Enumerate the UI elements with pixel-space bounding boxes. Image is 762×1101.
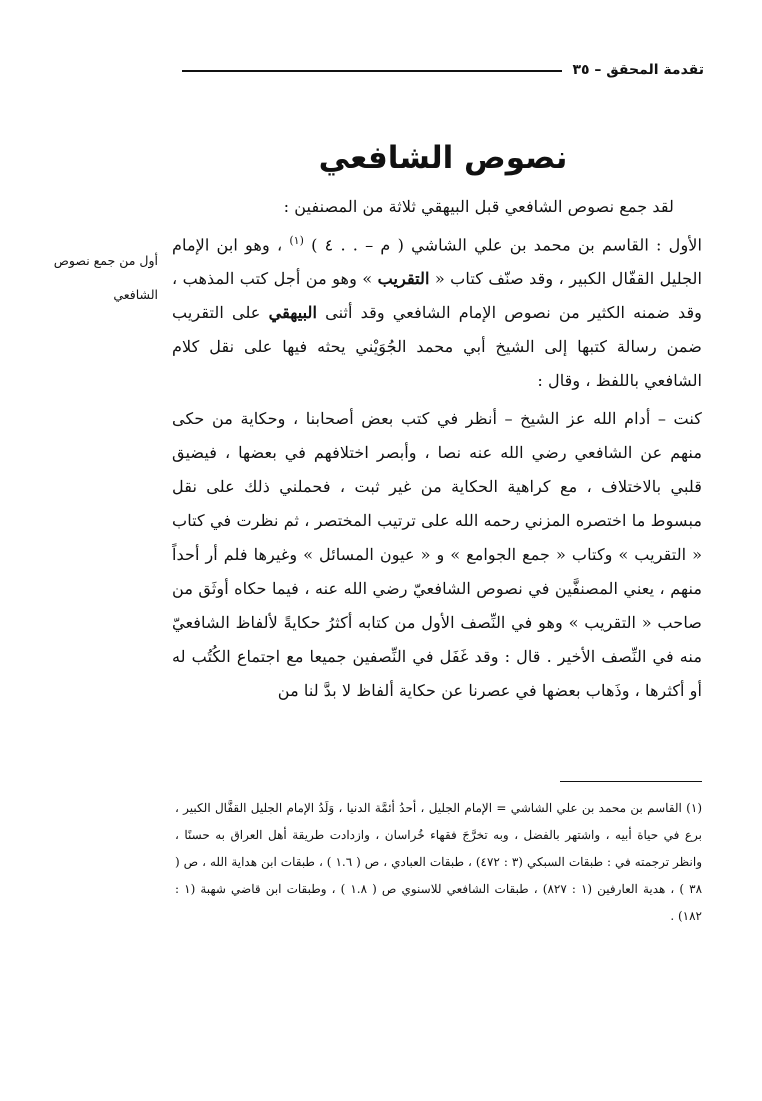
footnote-ref: (١) (289, 234, 304, 247)
first-part2: » وهو من أجل كتب المذهب ، وقد ضمنه الكثير من نصوص الإمام الشافعي وقد أثنى (172, 269, 703, 323)
footnote-rule (560, 781, 702, 782)
running-head (182, 62, 704, 78)
footnote (175, 795, 702, 930)
body-text (172, 190, 702, 708)
margin-note: أول من جمع نصوص الشافعي (53, 253, 158, 302)
name-bayhaqi: البيهقي (268, 303, 317, 323)
first-lead: الأول : القاسم بن محمد بن علي الشاشي ( م – . . ٤ ) (311, 235, 702, 255)
footnote-text: (١) القاسم بن محمد بن علي الشاشي = الإمام الجليل ، أحدُ أئمَّة الدنيا ، وَلَدُ الإمام الجليل القفَّال الكبير ، برع في حياة أبيه ، واشتهر بالفضل ، وبه تخرَّجَ فقهاء خُراسان ، وازدادت طريقة أهل العراق به حسنًا ، وانظر ترجمته في : طبقات السبكي (٣ : ٤٧٢) ، طبقات العبادي ، ص ( ١.٦ ) ، طبقات ابن هداية الله ، ص ( ٣٨ ) ، هدية العارفين (١ : ٨٢٧) ، طبقات الشافعي للاسنوي ص ( ١.٨ ) ، وطبقات ابن قاضي شهبة (١ : ١٨٢) . (175, 801, 703, 923)
book-title-taqrib: التقريب (377, 269, 430, 289)
intro-paragraph: لقد جمع نصوص الشافعي قبل البيهقي ثلاثة من المصنفين : (283, 197, 674, 216)
running-head-text: تقدمة المحقق – ٣٥ (572, 62, 704, 78)
quote-paragraph: كنت – أدام الله عز الشيخ – أنظر في كتب بعض أصحابنا ، وحكاية من حكى منهم عن الشافعي رضي الله عنه نصا ، وأبصر اختلافهم في بعضها ، فيضيق قلبي بالاختلاف ، مع كراهية الحكاية من غير ثبت ، فحملني ذلك على نقل مبسوط ما اختصره المزني رحمه الله على ترتيب المختصر ، ثم نظرت في كتاب « التقريب » وكتاب « جمع الجوامع » و « عيون المسائل » وغيرها فلم أر أحداً منهم ، يعني المصنفَّين في نصوص الشافعيّ رضي الله عنه ، فيما حكاه أوثَق من صاحب « التقريب » وهو في النِّصف الأول من كتابه أكثرُ حكايةً لألفاظ الشافعيّ منه في النِّصف الأخير . قال : وقد غَفَل في النِّصفين جميعا مع اجتماع الكُتُب له أو أكثرها ، وذَهاب بعضها في عصرنا عن حكاية ألفاظ لا بدَّ لنا من (172, 409, 702, 701)
first-part1: ، وهو ابن الإمام الجليل القفّال الكبير ، وقد صنّف كتاب « (172, 235, 702, 289)
section-title: نصوص الشافعي (318, 140, 568, 176)
header-rule (182, 70, 562, 72)
first-part3: على التقريب ضمن رسالة كتبها إلى الشيخ أبي محمد الجُوَيْني يحثه فيها على نقل كلام الشافعي باللفظ ، وقال : (172, 303, 702, 391)
first-author-paragraph (172, 224, 702, 398)
